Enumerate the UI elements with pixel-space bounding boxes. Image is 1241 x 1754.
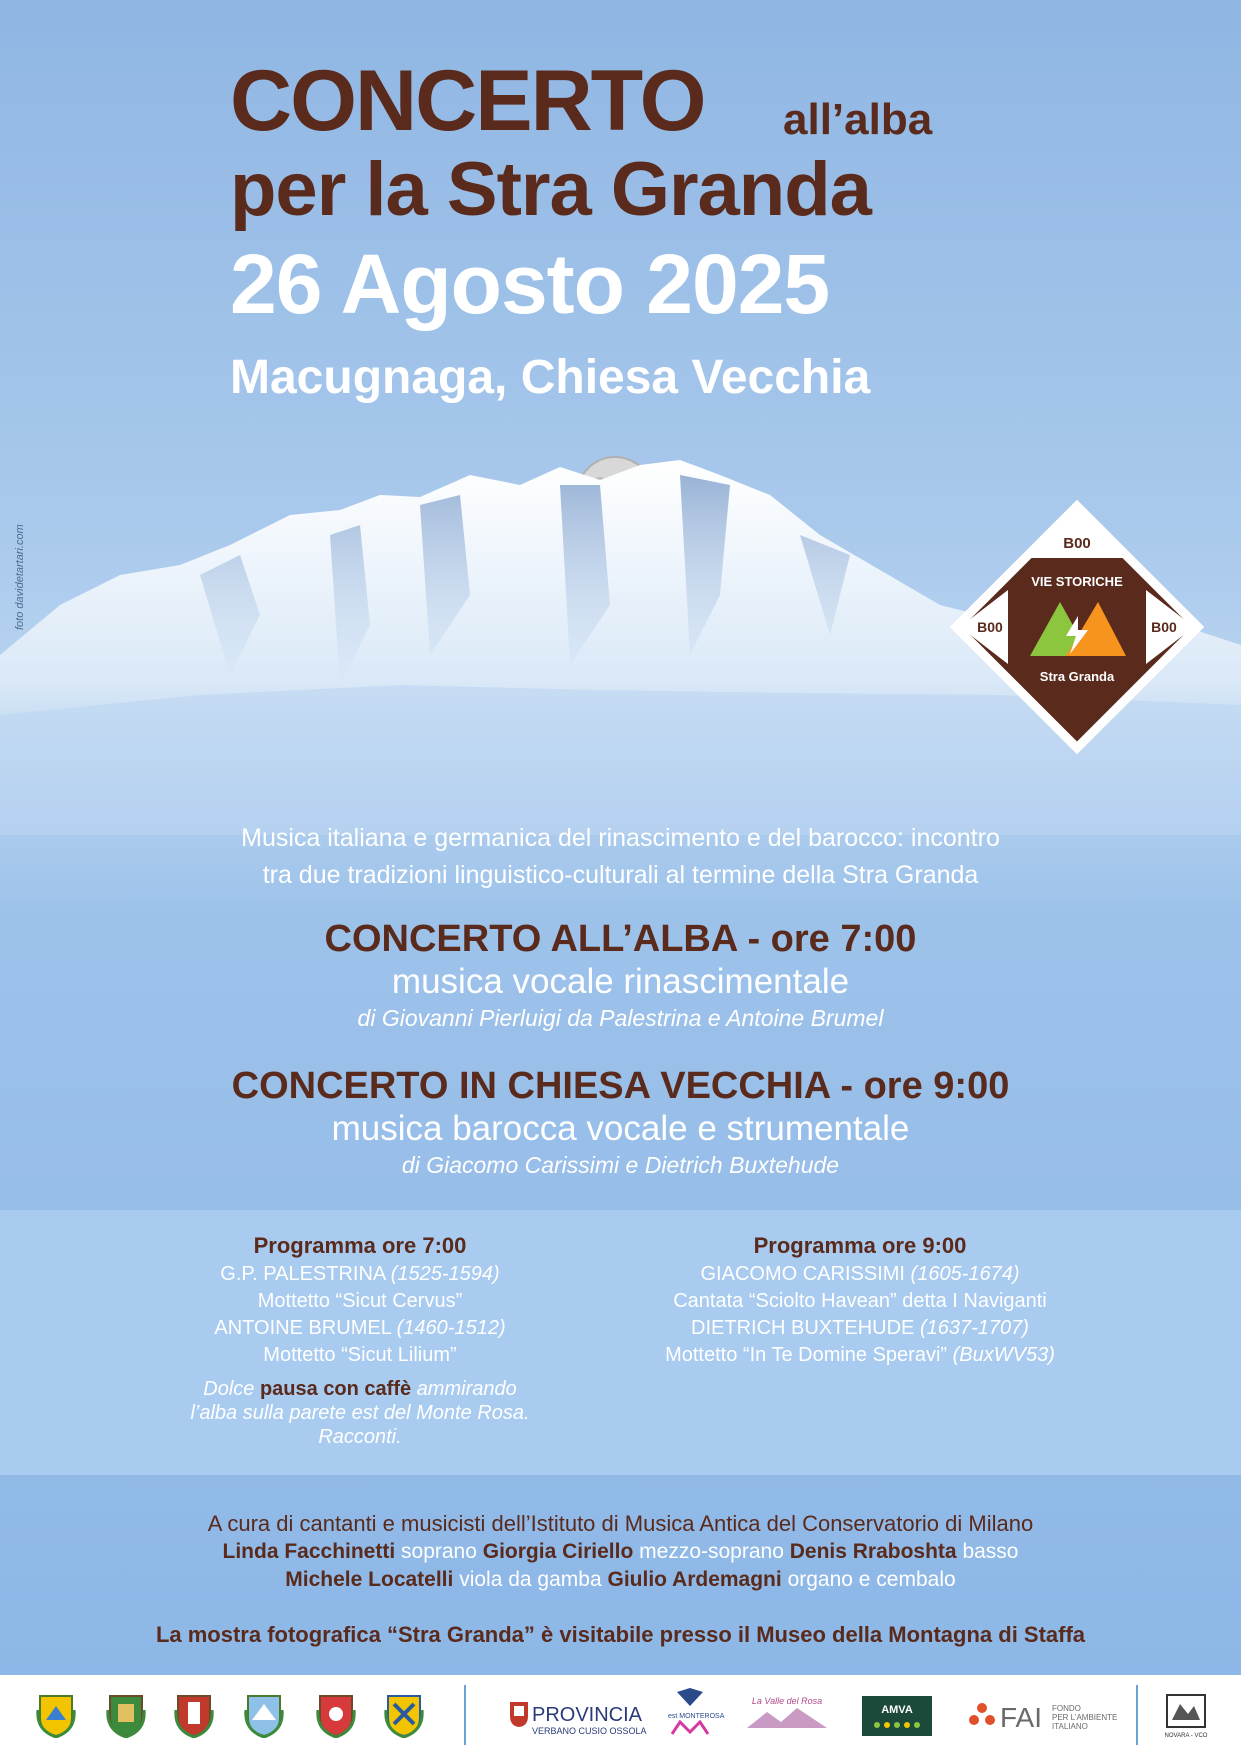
badge-subtitle: Stra Granda	[1039, 669, 1115, 684]
program-7-line4: Mottetto “Sicut Lilium”	[263, 1344, 457, 1366]
vie-storiche-badge	[948, 498, 1206, 756]
concert-dawn-authors: di Giovanni Pierluigi da Palestrina e Antoine Brumel	[357, 1005, 884, 1031]
program-9	[620, 1232, 1100, 1369]
badge-left-code: B00	[977, 619, 1003, 635]
concert-church-authors: di Giacomo Carissimi e Dietrich Buxtehude	[401, 1152, 840, 1178]
cai-novara-logo: NOVARA - VCO	[1164, 1694, 1208, 1739]
municipal-crest-icon	[106, 1690, 146, 1738]
exhibition-note: La mostra fotografica “Stra Granda” è visitabile presso il Museo della Montagna di Staffa	[155, 1622, 1086, 1647]
program-7-heading: Programma ore 7:00	[253, 1233, 467, 1258]
program-7-line1: G.P. PALESTRINA (1525-1594)	[220, 1263, 500, 1285]
concert-dawn-subtitle: musica vocale rinascimentale	[391, 962, 850, 1001]
intro-line2: tra due tradizioni linguistico-culturali al termine della Stra Granda	[262, 861, 979, 889]
event-date: 26 Agosto 2025	[230, 237, 830, 331]
title-concerto: CONCERTO	[230, 53, 705, 149]
coffee-note: Dolce pausa con caffè ammirando l’alba sulla parete est del Monte Rosa. Racconti.	[190, 1378, 530, 1448]
credits-line2: Linda Facchinetti soprano Giorgia Ciriello mezzo-soprano Denis Rraboshta basso	[222, 1540, 1019, 1563]
fai-flower-icon	[968, 1702, 996, 1730]
badge-title: VIE STORICHE	[1031, 574, 1123, 589]
badge-right-code: B00	[1151, 619, 1177, 635]
badge-top-code: B00	[1063, 535, 1091, 552]
monterosa-m-icon	[670, 1720, 710, 1736]
municipal-crest-icon	[36, 1690, 76, 1738]
provincia-crest-icon	[508, 1700, 530, 1728]
credits-curated: A cura di cantanti e musicisti dell’Istituto di Musica Antica del Conservatorio di Milano	[207, 1511, 1034, 1536]
cai-eagle-icon	[675, 1686, 705, 1708]
concert-dawn-title: CONCERTO ALL’ALBA - ore 7:00	[324, 918, 917, 960]
credits-line3: Michele Locatelli viola da gamba Giulio Ardemagni organo e cembalo	[285, 1568, 956, 1591]
footer-divider	[464, 1685, 466, 1745]
municipal-crest-icon	[384, 1690, 424, 1738]
cai-section-icon	[1166, 1694, 1206, 1728]
valle-mountains-icon	[747, 1706, 827, 1730]
amva-logo: AMVA	[862, 1696, 932, 1736]
program-7-line2: Mottetto “Sicut Cervus”	[257, 1290, 463, 1312]
credits	[0, 1510, 1241, 1594]
footer-divider	[1136, 1685, 1138, 1745]
concert-church	[0, 1067, 1241, 1177]
program-7-line3: ANTOINE BRUMEL (1460-1512)	[214, 1317, 506, 1339]
program-7	[140, 1232, 580, 1449]
concert-church-subtitle: musica barocca vocale e strumentale	[331, 1109, 910, 1148]
intro-line1: Musica italiana e germanica del rinascimento e del barocco: incontro	[241, 824, 1000, 852]
title-stra-granda: per la Stra Granda	[230, 147, 871, 232]
photo-credit: foto davidetartari.com	[14, 524, 26, 630]
amva-dots-icon	[862, 1720, 932, 1730]
program-9-heading: Programma ore 9:00	[753, 1233, 967, 1258]
valle-del-rosa-logo: La Valle del Rosa	[742, 1696, 832, 1735]
municipal-crest-icon	[174, 1690, 214, 1738]
municipal-crest-icon	[316, 1690, 356, 1738]
program-9-line2: Cantata “Sciolto Havean” detta I Naviganti	[673, 1290, 1047, 1312]
event-place: Macugnaga, Chiesa Vecchia	[230, 351, 871, 404]
concert-church-title: CONCERTO IN CHIESA VECCHIA - ore 9:00	[231, 1065, 1010, 1107]
intro-text	[0, 820, 1241, 894]
municipal-crest-icon	[244, 1690, 284, 1738]
concert-dawn	[0, 920, 1241, 1030]
monterosa-logo: est MONTEROSA	[668, 1686, 712, 1741]
program-9-line4: Mottetto “In Te Domine Speravi” (BuxWV53)	[665, 1344, 1055, 1366]
program-9-line3: DIETRICH BUXTEHUDE (1637-1707)	[691, 1317, 1029, 1339]
program-9-line1: GIACOMO CARISSIMI (1605-1674)	[700, 1263, 1020, 1285]
title-allalba: all’alba	[783, 95, 933, 144]
